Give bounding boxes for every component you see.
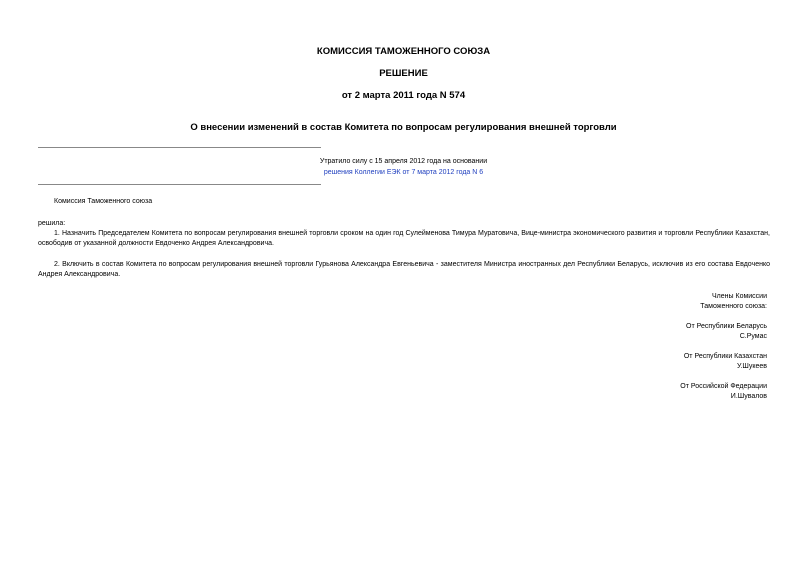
commission-line: Комиссия Таможенного союза: [54, 198, 153, 205]
paragraph-1: 1. Назначить Председателем Комитета по вопросам регулирования внешней торговли сроком на один год Сулейменова Тимура Муратовича, Вице-министра экономического развития и торговли Республики Казахстан, освободив от указанной должности Евдоченко Андрея Александровича.: [38, 230, 770, 247]
paragraph-2: 2. Включить в состав Комитета по вопросам регулирования внешней торговли Гурьянова Александра Евгеньевича - заместителя Министра иностранных дел Республики Беларусь, исключив из его состава Евдоченко Андрея Александровича.: [38, 261, 770, 278]
signature-name: И.Шувалов: [730, 393, 767, 400]
members-line-1: Члены Комиссии: [712, 293, 767, 300]
signature-country: От Республики Казахстан: [683, 353, 767, 360]
organization-title: КОМИССИЯ ТАМОЖЕННОГО СОЮЗА: [316, 46, 491, 57]
divider-bottom: [38, 184, 321, 185]
signature-members-block: [700, 292, 767, 312]
resolved-line: решила:: [38, 220, 66, 227]
document-date-number: от 2 марта 2011 года N 574: [341, 90, 466, 101]
signature-name: У.Шукеев: [736, 363, 767, 370]
document-subject: О внесении изменений в состав Комитета по вопросам регулирования внешней торговли: [190, 122, 617, 133]
signature-country: От Республики Беларусь: [686, 323, 767, 330]
lost-force-notice: Утратило силу с 15 апреля 2012 года на основании: [319, 158, 488, 165]
members-line-2: Таможенного союза:: [700, 303, 767, 310]
signature-russia: [680, 382, 767, 402]
document-type-title: РЕШЕНИЕ: [379, 68, 428, 79]
signature-name: С.Румас: [739, 333, 767, 340]
signature-country: От Российской Федерации: [680, 383, 767, 390]
signature-kazakhstan: [684, 352, 767, 372]
signature-belarus: [686, 322, 767, 342]
divider-top: [38, 147, 321, 148]
lost-force-link[interactable]: решения Коллегии ЕЭК от 7 марта 2012 года N 6: [323, 169, 484, 176]
